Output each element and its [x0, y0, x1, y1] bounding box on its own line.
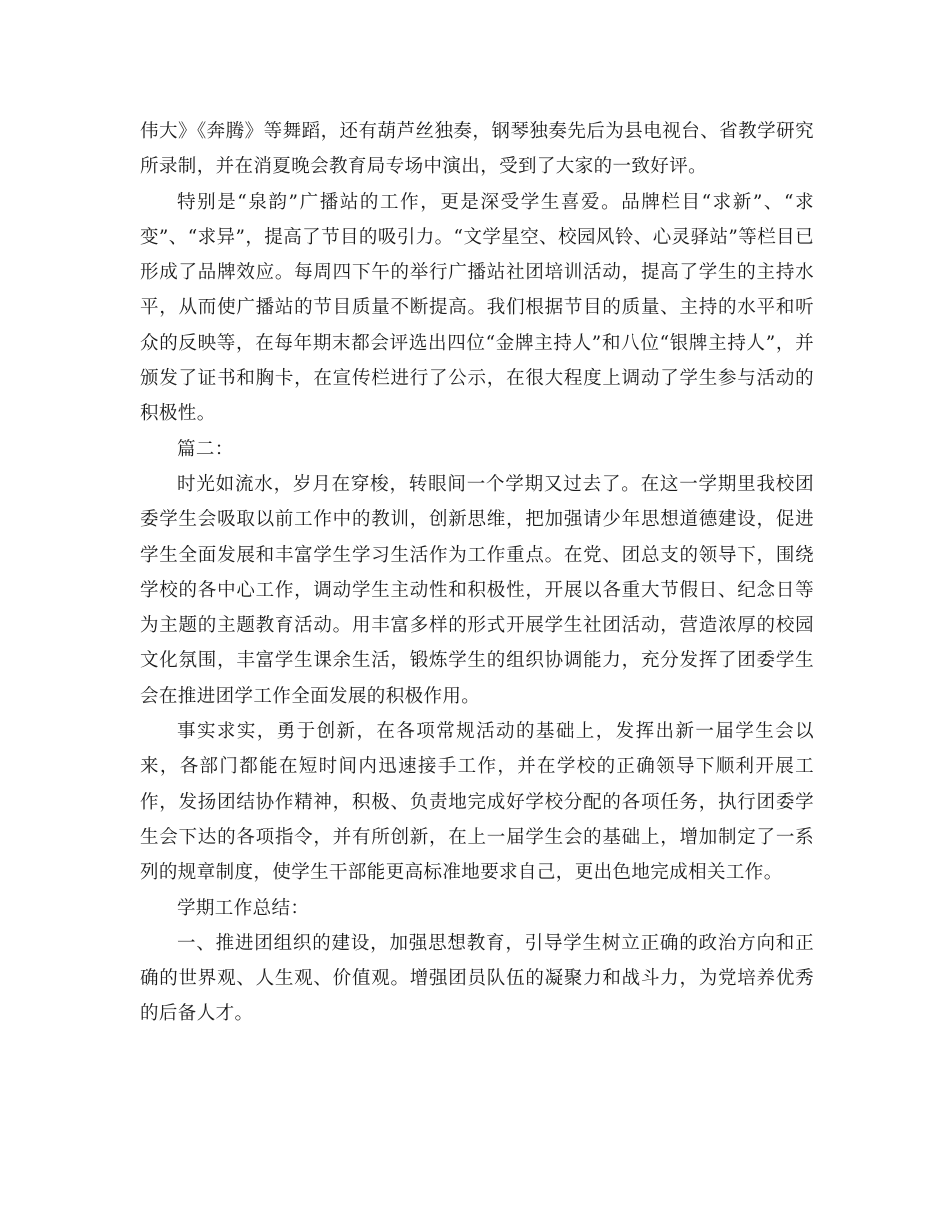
section-heading-semester-summary: 学期工作总结：: [177, 897, 310, 919]
section-heading-part-two: 篇二：: [177, 438, 234, 460]
document-body: [140, 114, 814, 1032]
paragraph-continuation: 伟大》《奔腾》等舞蹈，还有葫芦丝独奏，钢琴独奏先后为县电视台、省教学研究所录制，并在消夏晚会教育局专场中演出，受到了大家的一致好评。: [140, 121, 814, 178]
paragraph-summary-item-one: 一、推进团组织的建设，加强思想教育，引导学生树立正确的政治方向和正确的世界观、人生观、价值观。增强团员队伍的凝聚力和战斗力，为党培养优秀的后备人才。: [140, 932, 814, 1025]
paragraph-semester-intro: 时光如流水，岁月在穿梭，转眼间一个学期又过去了。在这一学期里我校团委学生会吸取以前工作中的教训，创新思维，把加强请少年思想道德建设，促进学生全面发展和丰富学生学习生活作为工作重点。在党、团总支的领导下，围绕学校的各中心工作，调动学生主动性和积极性，开展以各重大节假日、纪念日等为主题的主题教育活动。用丰富多样的形式开展学生社团活动，营造浓厚的校园文化氛围，丰富学生课余生活，锻炼学生的组织协调能力，充分发挥了团委学生会在推进团学工作全面发展的积极作用。: [140, 473, 814, 707]
paragraph-student-union: 事实求实，勇于创新，在各项常规活动的基础上，发挥出新一届学生会以来，各部门都能在短时间内迅速接手工作，并在学校的正确领导下顺利开展工作，发扬团结协作精神，积极、负责地完成好学校分配的各项任务，执行团委学生会下达的各项指令，并有所创新，在上一届学生会的基础上，增加制定了一系列的规章制度，使学生干部能更高标准地要求自己，更出色地完成相关工作。: [140, 721, 814, 884]
paragraph-broadcast-station: 特别是“泉韵”广播站的工作，更是深受学生喜爱。品牌栏目“求新”、“求变”、“求异”，提高了节目的吸引力。“文学星空、校园风铃、心灵驿站”等栏目已形成了品牌效应。每周四下午的举行广播站社团培训活动，提高了学生的主持水平，从而使广播站的节目质量不断提高。我们根据节目的质量、主持的水平和听众的反映等，在每年期末都会评选出四位“金牌主持人”和八位“银牌主持人”，并颁发了证书和胸卡，在宣传栏进行了公示，在很大程度上调动了学生参与活动的积极性。: [140, 191, 814, 425]
